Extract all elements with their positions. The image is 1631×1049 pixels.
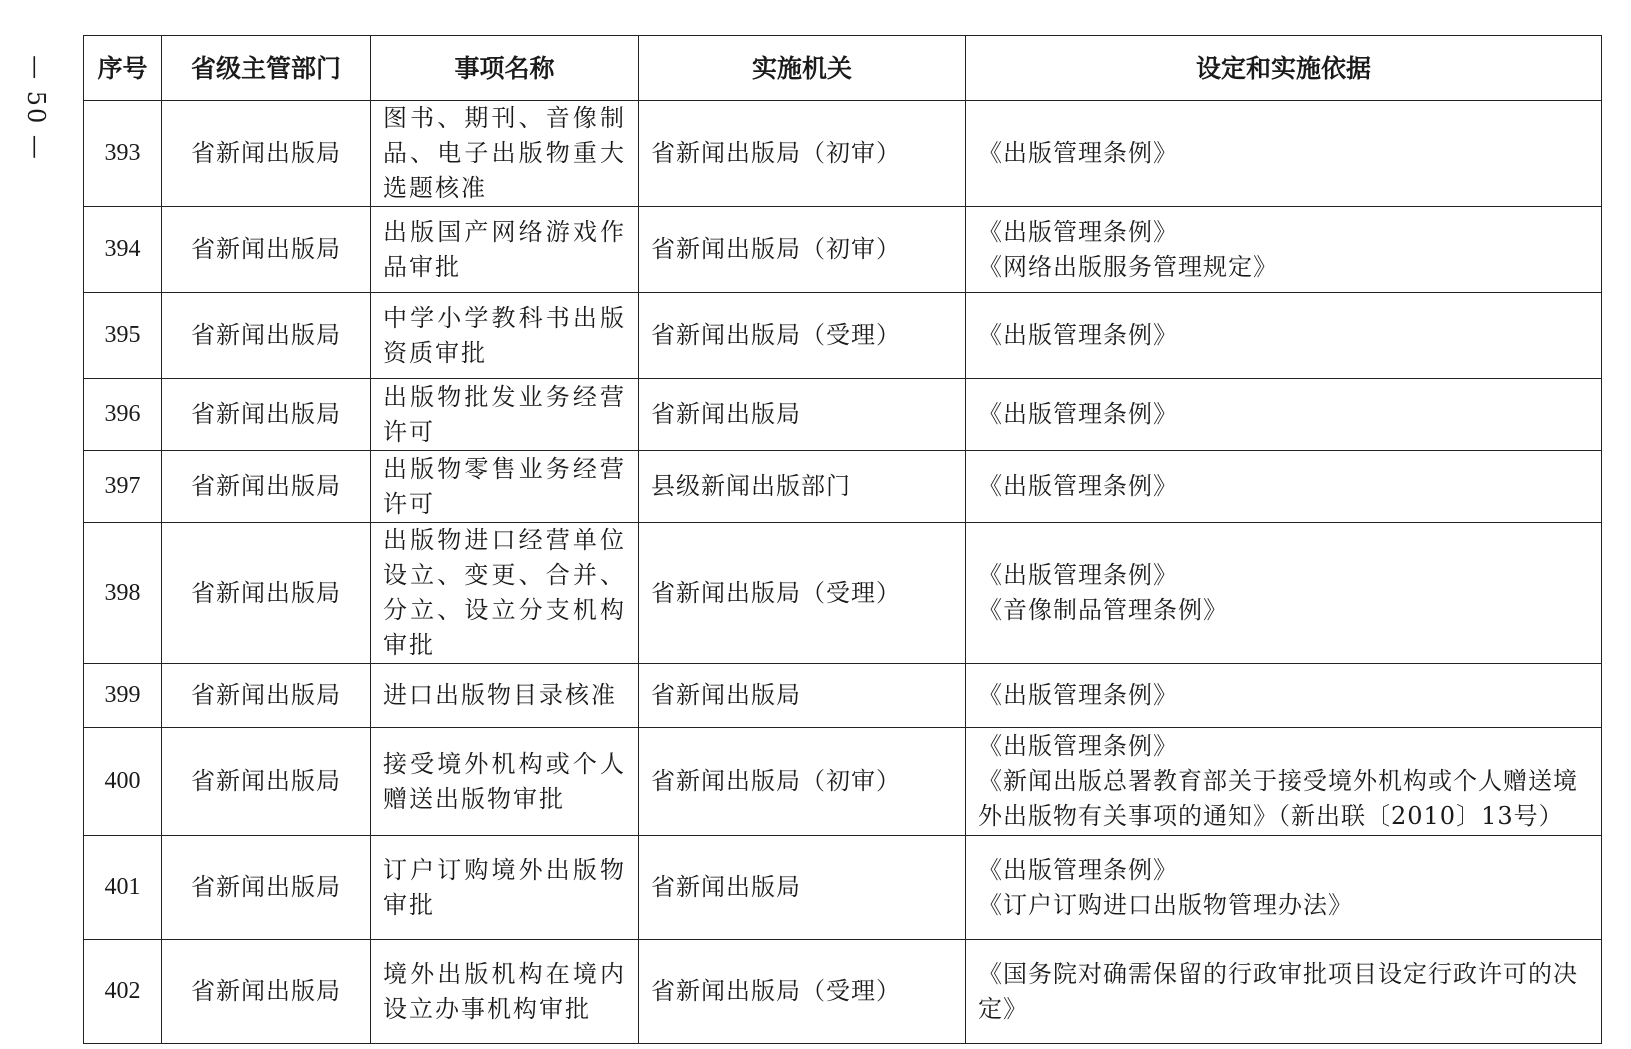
row-agency: 省新闻出版局（初审） [639, 101, 966, 207]
row-item-name: 进口出版物目录核准 [371, 664, 639, 728]
basis-line: 《出版管理条例》 [978, 561, 1178, 589]
row-basis [966, 836, 1602, 940]
row-agency: 省新闻出版局（受理） [639, 523, 966, 664]
row-basis [966, 293, 1602, 379]
row-basis [966, 451, 1602, 523]
row-basis [966, 664, 1602, 728]
row-basis [966, 940, 1602, 1044]
row-department: 省新闻出版局 [162, 379, 371, 451]
basis-line: 《订户订购进口出版物管理办法》 [978, 890, 1353, 919]
basis-line: 《出版管理条例》 [978, 139, 1178, 167]
basis-line: 《新闻出版总署教育部关于接受境外机构或个人赠送境外出版物有关事项的通知》（新出联〔2010〕13号） [978, 767, 1578, 830]
table-row [84, 451, 1602, 523]
page-number-text: — 50 — [22, 55, 51, 161]
table-row [84, 523, 1602, 664]
row-number: 401 [84, 836, 162, 940]
table-row [84, 101, 1602, 207]
row-basis [966, 523, 1602, 664]
row-department: 省新闻出版局 [162, 451, 371, 523]
row-number: 400 [84, 728, 162, 836]
row-item-name: 出版物零售业务经营许可 [371, 451, 639, 523]
row-item-name: 接受境外机构或个人赠送出版物审批 [371, 728, 639, 836]
table-row [84, 664, 1602, 728]
row-agency: 省新闻出版局（初审） [639, 207, 966, 293]
row-number: 399 [84, 664, 162, 728]
row-basis [966, 379, 1602, 451]
row-agency: 省新闻出版局（初审） [639, 728, 966, 836]
basis-line: 《音像制品管理条例》 [978, 596, 1228, 624]
header-no: 序号 [84, 36, 162, 101]
basis-line: 《网络出版服务管理规定》 [978, 252, 1278, 281]
row-number: 395 [84, 293, 162, 379]
table-row [84, 836, 1602, 940]
row-department: 省新闻出版局 [162, 207, 371, 293]
row-basis [966, 728, 1602, 836]
row-agency: 省新闻出版局（受理） [639, 940, 966, 1044]
basis-line: 《出版管理条例》 [978, 321, 1178, 349]
basis-line: 《出版管理条例》 [978, 681, 1178, 709]
table-row [84, 293, 1602, 379]
row-basis [966, 101, 1602, 207]
row-agency: 省新闻出版局 [639, 379, 966, 451]
row-agency: 县级新闻出版部门 [639, 451, 966, 523]
basis-line: 《出版管理条例》 [978, 855, 1178, 884]
header-basis: 设定和实施依据 [966, 36, 1602, 101]
row-department: 省新闻出版局 [162, 523, 371, 664]
row-department: 省新闻出版局 [162, 101, 371, 207]
basis-line: 《出版管理条例》 [978, 472, 1178, 500]
row-agency: 省新闻出版局 [639, 664, 966, 728]
row-item-name: 出版物批发业务经营许可 [371, 379, 639, 451]
header-item: 事项名称 [371, 36, 639, 101]
page-number [18, 48, 54, 168]
row-basis [966, 207, 1602, 293]
row-number: 402 [84, 940, 162, 1044]
approval-items-table [83, 35, 1602, 1044]
row-number: 397 [84, 451, 162, 523]
table-row [84, 940, 1602, 1044]
table-row [84, 207, 1602, 293]
row-agency: 省新闻出版局（受理） [639, 293, 966, 379]
table-row [84, 379, 1602, 451]
row-number: 393 [84, 101, 162, 207]
basis-line: 《国务院对确需保留的行政审批项目设定行政许可的决定》 [978, 959, 1578, 1023]
header-dept: 省级主管部门 [162, 36, 371, 101]
row-number: 394 [84, 207, 162, 293]
row-item-name: 图书、期刊、音像制品、电子出版物重大选题核准 [371, 101, 639, 207]
row-department: 省新闻出版局 [162, 940, 371, 1044]
table-header-row [84, 36, 1602, 101]
row-item-name: 境外出版机构在境内设立办事机构审批 [371, 940, 639, 1044]
row-department: 省新闻出版局 [162, 664, 371, 728]
basis-line: 《出版管理条例》 [978, 400, 1178, 428]
table-row [84, 728, 1602, 836]
row-department: 省新闻出版局 [162, 836, 371, 940]
row-item-name: 出版物进口经营单位设立、变更、合并、分立、设立分支机构审批 [371, 523, 639, 664]
row-number: 398 [84, 523, 162, 664]
row-department: 省新闻出版局 [162, 728, 371, 836]
row-item-name: 订户订购境外出版物审批 [371, 836, 639, 940]
row-item-name: 中学小学教科书出版资质审批 [371, 293, 639, 379]
row-agency: 省新闻出版局 [639, 836, 966, 940]
row-number: 396 [84, 379, 162, 451]
basis-line: 《出版管理条例》 [978, 217, 1178, 246]
header-org: 实施机关 [639, 36, 966, 101]
row-department: 省新闻出版局 [162, 293, 371, 379]
basis-line: 《出版管理条例》 [978, 732, 1178, 760]
row-item-name: 出版国产网络游戏作品审批 [371, 207, 639, 293]
